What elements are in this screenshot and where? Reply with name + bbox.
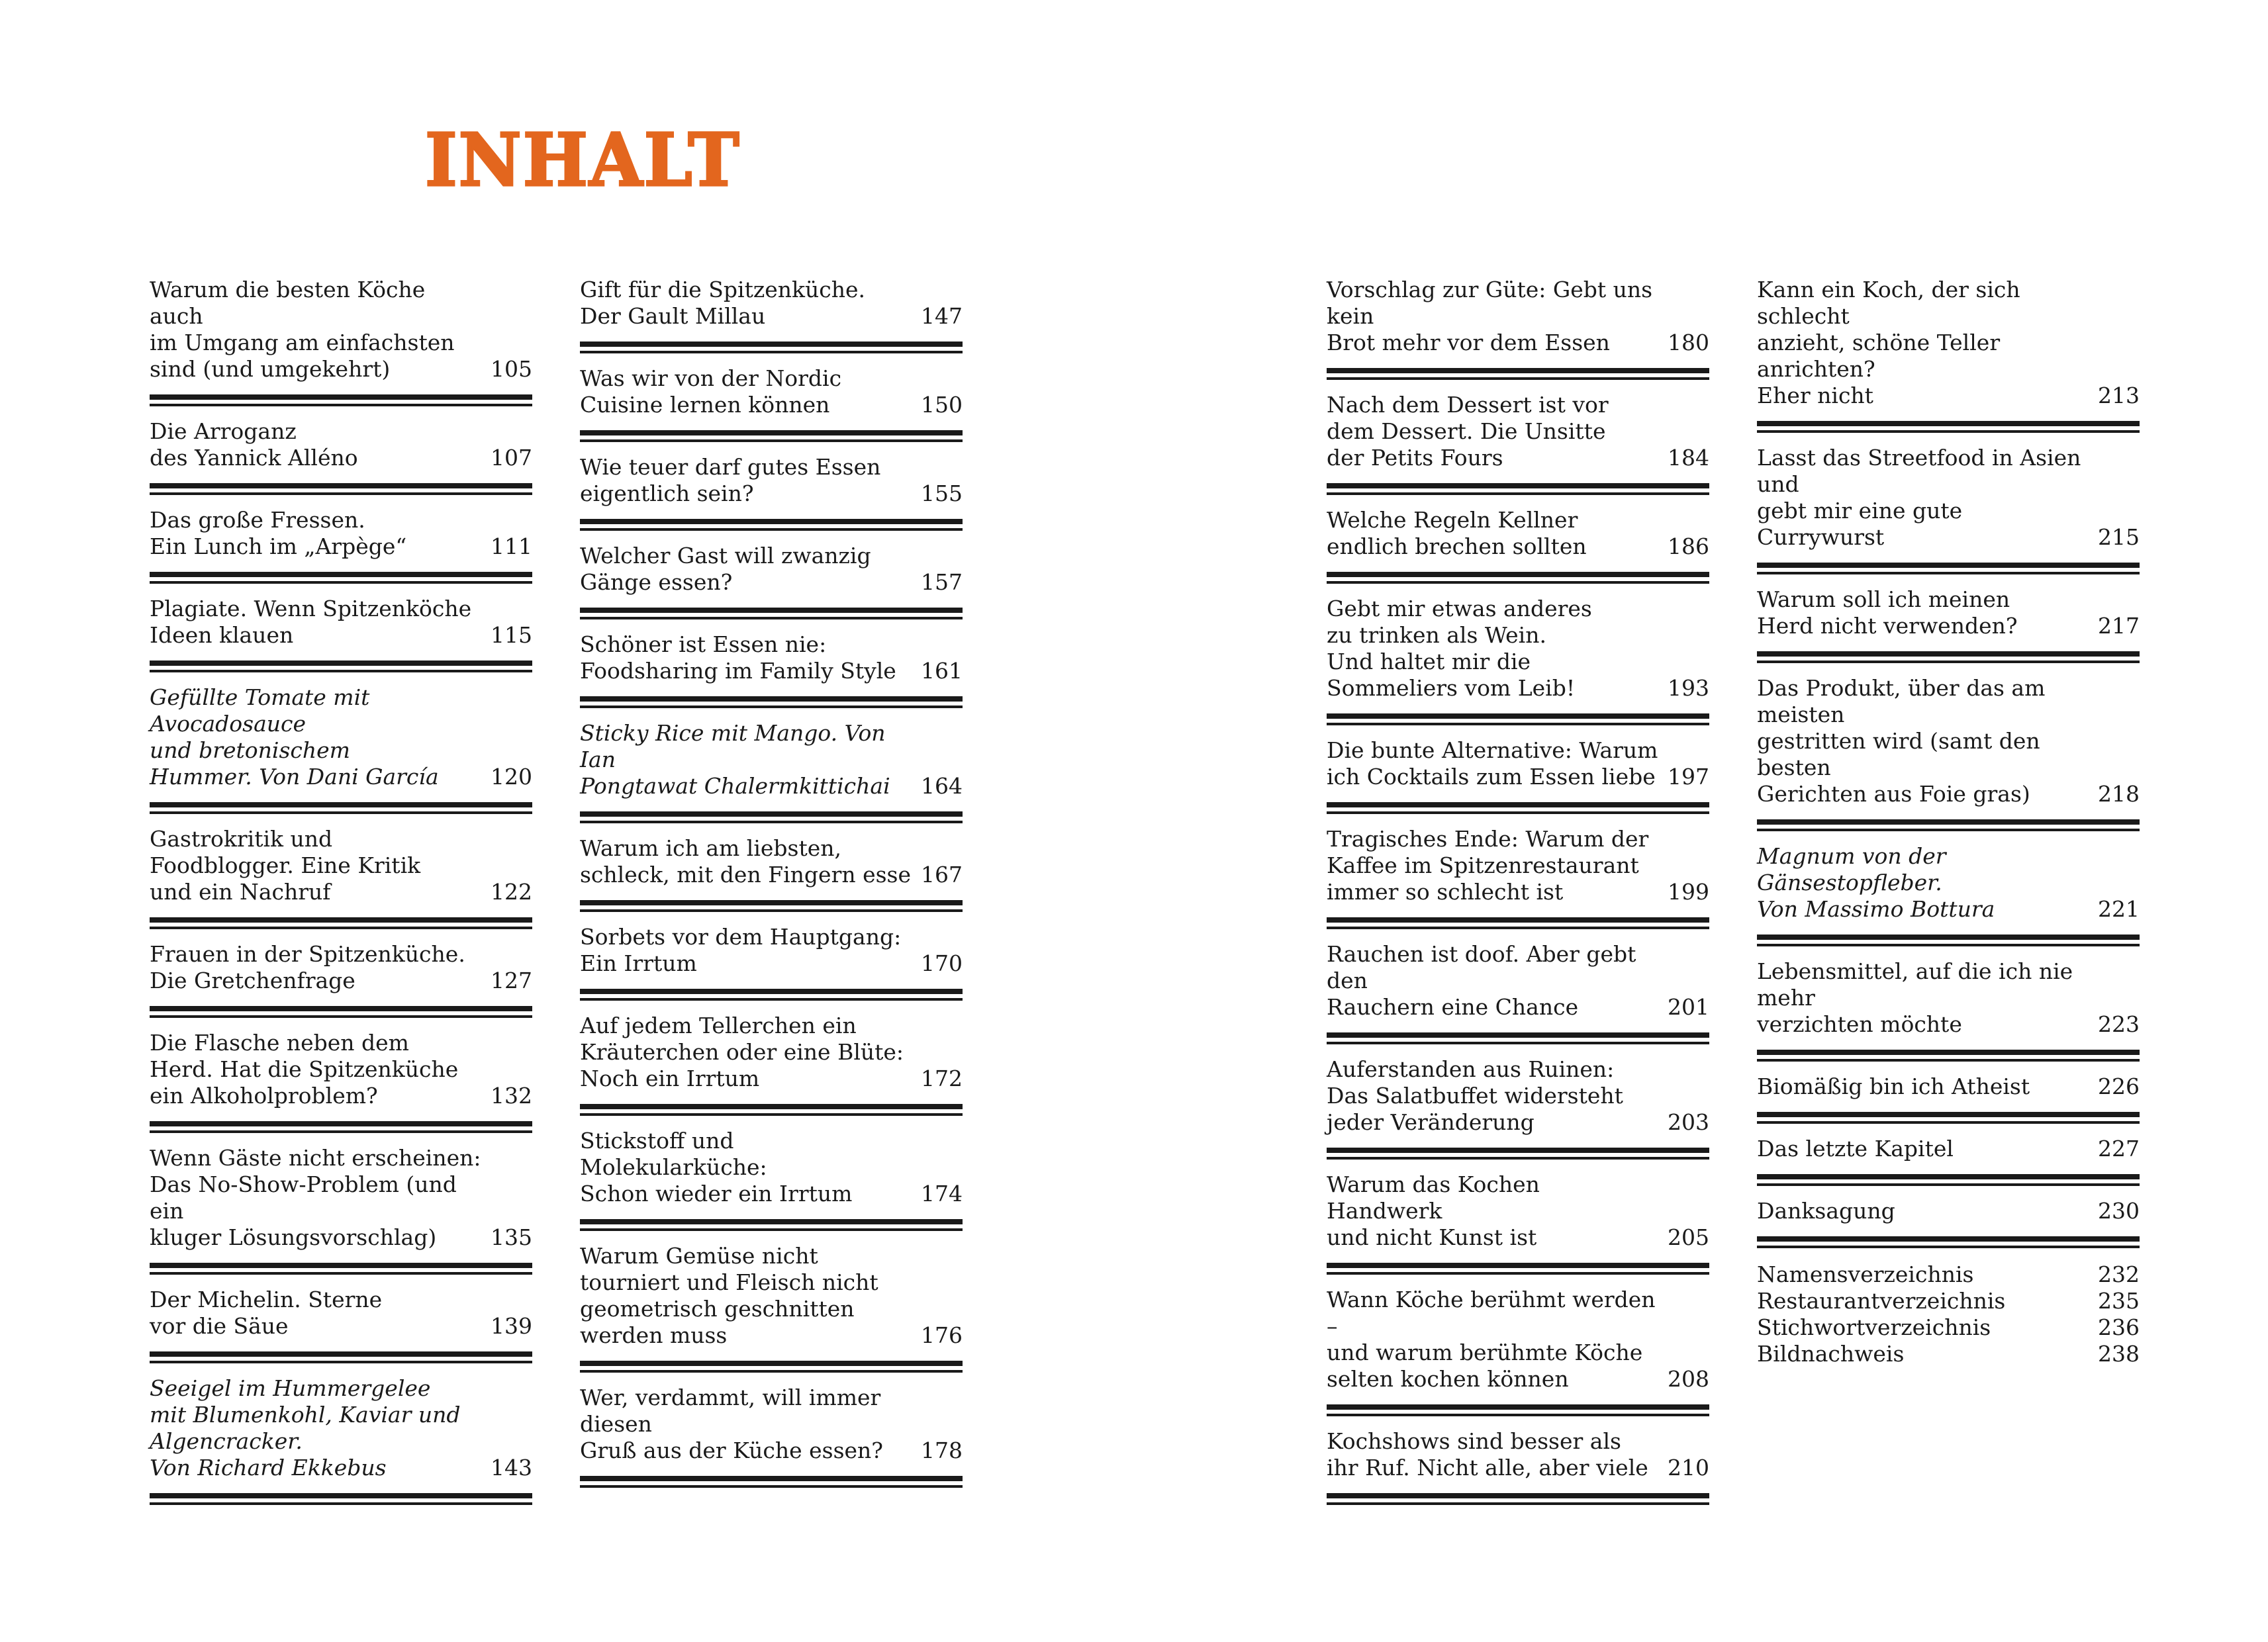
toc-entry-title: Frauen in der Spitzenküche. Die Gretchenfrage <box>150 941 465 993</box>
toc-entry-row <box>150 1145 532 1251</box>
toc-entry-row <box>1327 596 1709 702</box>
toc-entry-page-number: 199 <box>1668 879 1709 905</box>
toc-entry[interactable] <box>1757 958 2140 1055</box>
toc-entry-row <box>580 277 963 330</box>
toc-entry-page-number: 227 <box>2098 1136 2140 1162</box>
toc-entry-title: Die bunte Alternative: Warum ich Cocktails zum Essen liebe <box>1327 737 1658 790</box>
toc-entry-page-number: 167 <box>921 862 963 888</box>
index-entry-page-number: 235 <box>2098 1288 2140 1314</box>
toc-entry[interactable] <box>1757 277 2140 426</box>
toc-entry-page-number: 218 <box>2098 781 2140 807</box>
toc-entry-row <box>150 507 532 560</box>
toc-entry-row <box>580 720 963 799</box>
toc-entry-page-number: 215 <box>2098 524 2140 550</box>
toc-entry-title: Seeigel im Hummergelee mit Blumenkohl, Kaviar und Algencracker. Von Richard Ekkebus <box>150 1375 461 1481</box>
toc-entry-page-number: 147 <box>921 303 963 329</box>
toc-entry-page-number: 186 <box>1668 533 1709 559</box>
toc-entry-title: Was wir von der Nordic Cuisine lernen können <box>580 365 842 418</box>
toc-entry[interactable] <box>150 1287 532 1357</box>
toc-entry-page-number: 201 <box>1668 994 1709 1020</box>
toc-entry-row <box>580 1243 963 1349</box>
toc-entry-title: Lasst das Streetfood in Asien und gebt mir eine gute Currywurst <box>1757 445 2081 550</box>
toc-entry-title: Plagiate. Wenn Spitzenköche Ideen klauen <box>150 596 472 648</box>
toc-entry[interactable] <box>150 684 532 807</box>
toc-entry[interactable] <box>150 418 532 488</box>
toc-entry[interactable] <box>1327 507 1709 577</box>
toc-entry-row <box>580 365 963 418</box>
toc-entry-page-number: 203 <box>1668 1109 1709 1135</box>
toc-entry-row <box>1327 277 1709 356</box>
toc-entry[interactable] <box>1327 1171 1709 1268</box>
toc-entry-row <box>150 277 532 383</box>
toc-entry[interactable] <box>150 826 532 923</box>
toc-entry-title: Schöner ist Essen nie: Foodsharing im Family Style <box>580 631 896 684</box>
toc-entry-page-number: 230 <box>2098 1198 2140 1224</box>
toc-entry[interactable] <box>1757 1073 2140 1117</box>
toc-entry[interactable] <box>1327 1428 1709 1498</box>
toc-entry-row <box>1327 826 1709 905</box>
toc-entry-page-number: 213 <box>2098 383 2140 408</box>
toc-entry-title: Das letzte Kapitel <box>1757 1136 1954 1162</box>
toc-entry[interactable] <box>580 365 963 435</box>
toc-entry[interactable] <box>150 1030 532 1126</box>
toc-entry[interactable] <box>150 941 532 1011</box>
toc-entry[interactable] <box>150 277 532 400</box>
toc-entry-row <box>150 941 532 994</box>
toc-entry[interactable] <box>580 454 963 524</box>
toc-entry[interactable] <box>1327 392 1709 488</box>
toc-entry-title: Welcher Gast will zwanzig Gänge essen? <box>580 543 871 595</box>
toc-entry-title: Nach dem Dessert ist vor dem Dessert. Die Unsitte der Petits Fours <box>1327 392 1609 471</box>
toc-entry-row <box>580 454 963 507</box>
toc-entry-page-number: 221 <box>2098 896 2140 922</box>
toc-entry-title: Biomäßig bin ich Atheist <box>1757 1073 2030 1099</box>
toc-entry[interactable] <box>580 1013 963 1109</box>
toc-entry-page-number: 105 <box>491 356 532 382</box>
toc-entry-title: Tragisches Ende: Warum der Kaffee im Spitzenrestaurant immer so schlecht ist <box>1327 826 1649 905</box>
toc-entry-page-number: 217 <box>2098 613 2140 639</box>
toc-entry-title: Gift für die Spitzenküche. Der Gault Millau <box>580 277 866 329</box>
toc-entry-row <box>1757 445 2140 551</box>
toc-entry[interactable] <box>580 924 963 994</box>
toc-entry-row <box>580 1128 963 1207</box>
toc-entry-title: Vorschlag zur Güte: Gebt uns kein Brot mehr vor dem Essen <box>1327 277 1653 355</box>
toc-entry[interactable] <box>580 1243 963 1366</box>
toc-entry-title: Gastrokritik und Foodblogger. Eine Kritik und ein Nachruf <box>150 826 421 905</box>
toc-entry-row <box>1327 1287 1709 1392</box>
toc-entry-title: Auf jedem Tellerchen ein Kräuterchen oder eine Blüte: Noch ein Irrtum <box>580 1013 904 1091</box>
toc-entry-title: Warum ich am liebsten, schleck, mit den Fingern esse <box>580 835 912 888</box>
toc-entry[interactable] <box>1327 277 1709 373</box>
toc-entry-page-number: 111 <box>491 533 532 559</box>
toc-entry[interactable] <box>150 507 532 577</box>
toc-entry[interactable] <box>1327 1287 1709 1410</box>
toc-entry-page-number: 176 <box>921 1322 963 1348</box>
index-entry-page-number: 236 <box>2098 1314 2140 1340</box>
toc-entry[interactable] <box>1757 1198 2140 1242</box>
toc-entry-page-number: 122 <box>491 879 532 905</box>
toc-entry-title: Das Produkt, über das am meisten gestritten wird (samt den besten Gerichten aus Foie gras) <box>1757 675 2046 807</box>
toc-entry-row <box>150 1287 532 1340</box>
toc-entry[interactable] <box>1757 586 2140 657</box>
toc-entry-row <box>580 1385 963 1464</box>
toc-entry-title: Sorbets vor dem Hauptgang: Ein Irrtum <box>580 924 902 976</box>
index-entry-title: Restaurantverzeichnis <box>1757 1288 2006 1314</box>
toc-entry-title: Auferstanden aus Ruinen: Das Salatbuffet widersteht jeder Veränderung <box>1327 1056 1623 1135</box>
index-entry[interactable] <box>1757 1261 2140 1288</box>
toc-entry-row <box>1327 1056 1709 1136</box>
toc-entry-title: Wie teuer darf gutes Essen eigentlich sein? <box>580 454 881 506</box>
toc-entry-page-number: 164 <box>921 773 963 799</box>
toc-entry-title: Welche Regeln Kellner endlich brechen sollten <box>1327 507 1587 559</box>
toc-entry-row <box>1327 392 1709 471</box>
toc-entry-page-number: 155 <box>921 480 963 506</box>
toc-entry[interactable] <box>580 720 963 817</box>
toc-entry-page-number: 132 <box>491 1083 532 1109</box>
toc-entry-row <box>1757 958 2140 1038</box>
toc-entry-row <box>1327 1171 1709 1251</box>
index-entry[interactable] <box>1757 1314 2140 1341</box>
toc-entry-title: Magnum von der Gänsestopfleber. Von Massimo Bottura <box>1757 843 1995 922</box>
toc-entry-row <box>1757 1073 2140 1100</box>
toc-entry-title: Rauchen ist doof. Aber gebt den Rauchern eine Chance <box>1327 941 1636 1020</box>
toc-entry-page-number: 150 <box>921 392 963 418</box>
toc-entry-title: Sticky Rice mit Mango. Von Ian Pongtawat Chalermkittichai <box>580 720 890 799</box>
toc-entry-row <box>1327 507 1709 560</box>
toc-entry-title: Warum das Kochen Handwerk und nicht Kunst ist <box>1327 1171 1540 1250</box>
toc-entry[interactable] <box>580 277 963 347</box>
toc-entry[interactable] <box>1757 1136 2140 1179</box>
toc-entry-page-number: 135 <box>491 1224 532 1250</box>
toc-entry-page-number: 226 <box>2098 1073 2140 1099</box>
toc-entry-title: Die Arroganz des Yannick Alléno <box>150 418 358 471</box>
toc-entry-page-number: 172 <box>921 1066 963 1091</box>
toc-entry-page-number: 107 <box>491 445 532 471</box>
toc-entry-page-number: 180 <box>1668 330 1709 355</box>
toc-column-4 <box>1757 277 2140 1367</box>
toc-entry-row <box>150 684 532 790</box>
index-list <box>1757 1260 2140 1367</box>
toc-entry-row <box>580 835 963 888</box>
toc-entry[interactable] <box>150 1145 532 1268</box>
index-entry-title: Stichwortverzeichnis <box>1757 1314 1991 1340</box>
index-entry-title: Bildnachweis <box>1757 1341 1905 1367</box>
toc-entry-page-number: 193 <box>1668 675 1709 701</box>
toc-entry-title: Wann Köche berühmt werden – und warum berühmte Köche selten kochen können <box>1327 1287 1656 1392</box>
toc-entry[interactable] <box>150 1375 532 1498</box>
toc-entry-row <box>1757 586 2140 639</box>
toc-entry-row <box>1757 675 2140 807</box>
toc-entry-title: Wenn Gäste nicht erscheinen: Das No-Show-Problem (und ein kluger Lösungsvorschlag) <box>150 1145 481 1250</box>
toc-entry[interactable] <box>1757 843 2140 940</box>
toc-entry[interactable] <box>1757 675 2140 825</box>
toc-entry[interactable] <box>580 631 963 702</box>
toc-column-1 <box>150 277 532 1517</box>
toc-entry-page-number: 170 <box>921 950 963 976</box>
toc-entry-page-number: 208 <box>1668 1366 1709 1392</box>
toc-column-2 <box>580 277 963 1500</box>
toc-entry-title: Danksagung <box>1757 1198 1895 1224</box>
toc-entry-page-number: 143 <box>491 1455 532 1481</box>
toc-entry-row <box>580 924 963 977</box>
toc-entry[interactable] <box>150 596 532 666</box>
toc-entry-row <box>1327 737 1709 790</box>
toc-entry-page-number: 139 <box>491 1313 532 1339</box>
toc-entry-title: Die Flasche neben dem Herd. Hat die Spitzenküche ein Alkoholproblem? <box>150 1030 459 1109</box>
toc-entry-row <box>1757 1198 2140 1224</box>
toc-entry-row <box>1327 941 1709 1021</box>
page-title: INHALT <box>425 116 741 203</box>
toc-entry-page-number: 223 <box>2098 1011 2140 1037</box>
toc-column-3 <box>1327 277 1709 1517</box>
toc-entry[interactable] <box>1327 737 1709 807</box>
toc-entry-row <box>1757 277 2140 409</box>
toc-entry-row <box>580 1013 963 1092</box>
toc-entry[interactable] <box>580 1128 963 1224</box>
toc-entry-page-number: 127 <box>491 968 532 993</box>
toc-entry[interactable] <box>580 835 963 905</box>
toc-entry[interactable] <box>1757 445 2140 568</box>
toc-entry-page-number: 210 <box>1668 1455 1709 1481</box>
toc-entry-title: Gefüllte Tomate mit Avocadosauce und bretonischem Hummer. Von Dani García <box>150 684 439 790</box>
toc-entry-row <box>150 1375 532 1481</box>
index-entry[interactable] <box>1757 1288 2140 1314</box>
toc-entry-title: Das große Fressen. Ein Lunch im „Arpège“ <box>150 507 407 559</box>
index-entry[interactable] <box>1757 1341 2140 1367</box>
toc-entry-title: Warum soll ich meinen Herd nicht verwenden? <box>1757 586 2018 639</box>
toc-entry-row <box>580 631 963 684</box>
toc-entry-title: Stickstoff und Molekularküche: Schon wieder ein Irrtum <box>580 1128 853 1207</box>
toc-entry-title: Warum Gemüse nicht tourniert und Fleisch nicht geometrisch geschnitten werden muss <box>580 1243 878 1348</box>
toc-entry-page-number: 157 <box>921 569 963 595</box>
toc-entry-title: Kann ein Koch, der sich schlecht anzieht, schöne Teller anrichten? Eher nicht <box>1757 277 2020 408</box>
toc-entry[interactable] <box>1327 596 1709 719</box>
toc-entry-page-number: 120 <box>491 764 532 790</box>
toc-entry[interactable] <box>580 543 963 613</box>
toc-entry-title: Der Michelin. Sterne vor die Säue <box>150 1287 383 1339</box>
toc-entry-row <box>150 596 532 649</box>
toc-entry-row <box>1327 1428 1709 1481</box>
toc-entry-page-number: 161 <box>921 658 963 684</box>
toc-entry-row <box>150 418 532 471</box>
toc-entry-title: Wer, verdammt, will immer diesen Gruß aus der Küche essen? <box>580 1385 884 1463</box>
toc-entry-title: Lebensmittel, auf die ich nie mehr verzichten möchte <box>1757 958 2073 1037</box>
toc-entry-row <box>580 543 963 596</box>
toc-entry-row <box>1757 843 2140 923</box>
toc-entry-page-number: 115 <box>491 622 532 648</box>
toc-entry-page-number: 205 <box>1668 1224 1709 1250</box>
toc-entry-row <box>150 1030 532 1109</box>
toc-entry[interactable] <box>1327 826 1709 923</box>
toc-entry[interactable] <box>1327 1056 1709 1153</box>
toc-entry-page-number: 178 <box>921 1437 963 1463</box>
toc-entry-page-number: 174 <box>921 1181 963 1207</box>
toc-entry-title: Gebt mir etwas anderes zu trinken als Wein. Und haltet mir die Sommeliers vom Leib! <box>1327 596 1592 701</box>
toc-entry-row <box>150 826 532 905</box>
toc-entry-page-number: 184 <box>1668 445 1709 471</box>
toc-entry[interactable] <box>1327 941 1709 1038</box>
toc-entry-title: Warum die besten Köche auch im Umgang am einfachsten sind (und umgekehrt) <box>150 277 455 382</box>
toc-entry-title: Kochshows sind besser als ihr Ruf. Nicht alle, aber viele <box>1327 1428 1648 1481</box>
toc-entry[interactable] <box>580 1385 963 1481</box>
index-entry-page-number: 232 <box>2098 1261 2140 1287</box>
index-entry-page-number: 238 <box>2098 1341 2140 1367</box>
index-entry-title: Namensverzeichnis <box>1757 1261 1974 1287</box>
toc-entry-page-number: 197 <box>1668 764 1709 790</box>
toc-entry-row <box>1757 1136 2140 1162</box>
